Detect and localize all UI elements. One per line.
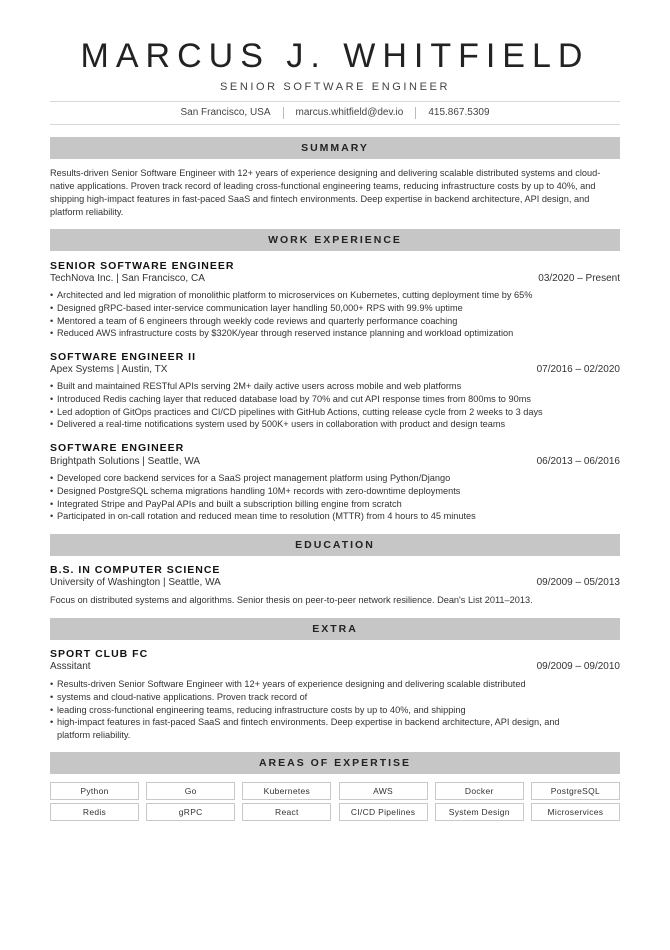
job-title: SOFTWARE ENGINEER II	[50, 351, 197, 363]
skill-tag: Docker	[435, 782, 524, 800]
job-bullet: • Mentored a team of 6 engineers through weekly code reviews and quarterly performance coaching	[50, 315, 625, 328]
extra-bullet: • systems and cloud-native applications. Proven track record of	[50, 691, 625, 704]
section-header-work-experience: WORK EXPERIENCE	[50, 229, 620, 251]
job-bullet: • Developed core backend services for a SaaS project management platform using Python/Django	[50, 472, 625, 485]
job-company: Apex Systems | Austin, TX	[50, 364, 168, 375]
contact-phone[interactable]: 415.867.5309	[428, 107, 490, 118]
skill-tag: Python	[50, 782, 139, 800]
job-bullet: • Reduced AWS infrastructure costs by $320K/year through reserved instance planning and workload optimization	[50, 327, 625, 340]
candidate-role: SENIOR SOFTWARE ENGINEER	[219, 81, 451, 93]
extra-bullet: • leading cross-functional engineering teams, reducing infrastructure costs by up to 40%, and shipping	[50, 704, 625, 717]
section-header-education: EDUCATION	[50, 534, 620, 556]
education-school: University of Washington | Seattle, WA	[50, 577, 221, 588]
job-bullet: • Architected and led migration of monolithic platform to microservices on Kubernetes, cutting deployment time by 65%	[50, 289, 625, 302]
job-dates: 07/2016 – 02/2020	[536, 364, 620, 375]
candidate-name: MARCUS J. WHITFIELD	[80, 37, 590, 75]
summary-line: shipping high-impact features in fast-paced SaaS and fintech environments. Deep expertise in backend architecture, API design, and	[50, 194, 590, 204]
job-dates: 03/2020 – Present	[538, 273, 620, 284]
job-bullets	[50, 380, 625, 431]
job-company: TechNova Inc. | San Francisco, CA	[50, 273, 205, 284]
education-meta	[50, 577, 620, 588]
contact-email[interactable]: marcus.whitfield@dev.io	[295, 107, 404, 118]
job-bullet: • Delivered a real-time notifications system used by 500K+ users in collaboration with product and design teams	[50, 418, 625, 431]
degree-title: B.S. IN COMPUTER SCIENCE	[50, 564, 221, 576]
extra-meta	[50, 661, 620, 672]
job-meta	[50, 456, 620, 467]
job-bullet: • Participated in on-call rotation and reduced mean time to resolution (MTTR) from 4 hours to 45 minutes	[50, 510, 625, 523]
contact-location: San Francisco, USA	[180, 107, 271, 118]
job-company: Brightpath Solutions | Seattle, WA	[50, 456, 201, 467]
job-bullet: • Built and maintained RESTful APIs serving 2M+ daily active users across mobile and web platforms	[50, 380, 625, 393]
job-title: SOFTWARE ENGINEER	[50, 442, 185, 454]
skill-tag: System Design	[435, 803, 524, 821]
skill-tag: Go	[146, 782, 235, 800]
skill-tag: React	[242, 803, 331, 821]
skill-tag: AWS	[339, 782, 428, 800]
section-header-summary: SUMMARY	[50, 137, 620, 159]
summary-text	[50, 167, 620, 219]
job-bullet: • Designed PostgreSQL schema migrations handling 10M+ records with zero-downtime deployments	[50, 485, 625, 498]
job-bullet: • Designed gRPC-based inter-service communication layer handling 50,000+ RPS with 99.9% uptime	[50, 302, 625, 315]
job-bullets	[50, 472, 625, 523]
job-bullet: • Introduced Redis caching layer that reduced database load by 70% and cut API response times from 800ms to 90ms	[50, 393, 625, 406]
skill-tag: Redis	[50, 803, 139, 821]
job-bullet: • Led adoption of GitOps practices and CI/CD pipelines with GitHub Actions, cutting release cycle from 2 weeks to 3 days	[50, 406, 625, 419]
extra-role: Asssitant	[50, 661, 91, 672]
skill-tag: Kubernetes	[242, 782, 331, 800]
job-meta	[50, 364, 620, 375]
job-bullets	[50, 289, 625, 340]
extra-bullet: • high-impact features in fast-paced SaaS and fintech environments. Deep expertise in backend architecture, API design, and	[50, 716, 625, 729]
skill-tag: Microservices	[531, 803, 620, 821]
contact-bar	[50, 101, 620, 125]
extra-bullet-continuation: platform reliability.	[57, 730, 131, 741]
summary-line: Results-driven Senior Software Engineer with 12+ years of experience designing and delivering scalable distributed systems and cloud-	[50, 168, 601, 178]
extra-bullets	[50, 678, 625, 742]
skill-tag: PostgreSQL	[531, 782, 620, 800]
job-title: SENIOR SOFTWARE ENGINEER	[50, 260, 235, 272]
summary-line: platform reliability.	[50, 207, 124, 217]
job-meta	[50, 273, 620, 284]
skills-grid	[50, 782, 620, 821]
job-dates: 06/2013 – 06/2016	[536, 456, 620, 467]
skill-tag: CI/CD Pipelines	[339, 803, 428, 821]
skill-tag: gRPC	[146, 803, 235, 821]
job-bullet: • Integrated Stripe and PayPal APIs and built a subscription billing engine from scratch	[50, 498, 625, 511]
section-header-extra: EXTRA	[50, 618, 620, 640]
summary-line: native applications. Proven track record of leading cross-functional engineering teams, reducing infrastructure costs by up to 40%, and	[50, 181, 596, 191]
extra-bullet: • Results-driven Senior Software Engineer with 12+ years of experience designing and delivering scalable distributed	[50, 678, 625, 691]
extra-title: SPORT CLUB FC	[50, 648, 149, 660]
education-dates: 09/2009 – 05/2013	[536, 577, 620, 588]
section-header-areas-of-expertise: AREAS OF EXPERTISE	[50, 752, 620, 774]
extra-dates: 09/2009 – 09/2010	[536, 661, 620, 672]
education-note: Focus on distributed systems and algorithms. Senior thesis on peer-to-peer network resilience. Dean's List 2011–2013.	[50, 595, 533, 605]
